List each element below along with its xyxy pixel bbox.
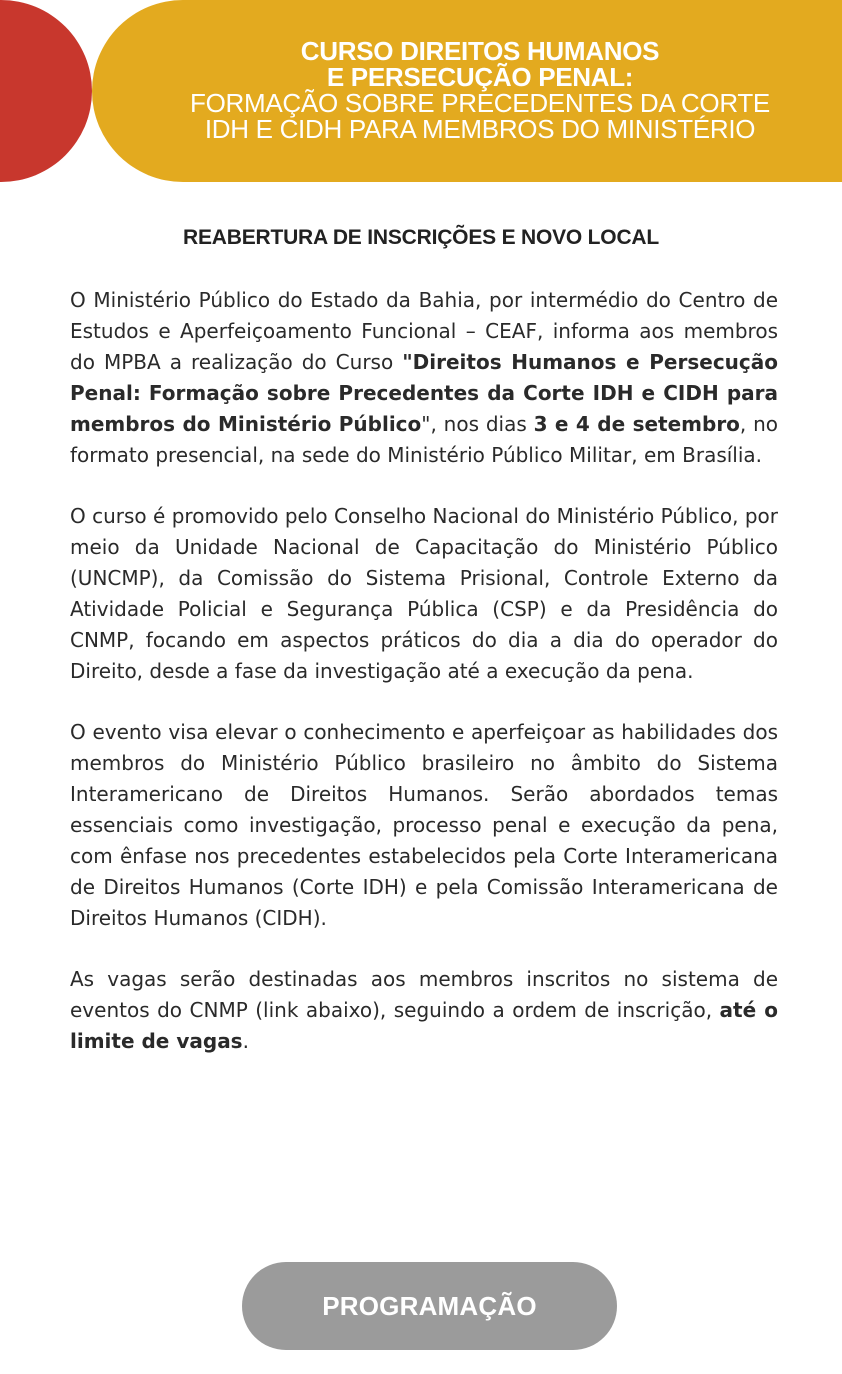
- programacao-button[interactable]: PROGRAMAÇÃO: [242, 1262, 617, 1350]
- paragraph-vacancies: [70, 964, 778, 1057]
- banner-title-block: [160, 38, 800, 142]
- decorative-red-circle: [0, 0, 92, 182]
- article-body: [70, 285, 778, 1087]
- paragraph-promotion: O curso é promovido pelo Conselho Nacional do Ministério Público, por meio da Unidade Nacional de Capacitação do Ministério Público (UNCMP), da Comissão do Sistema Prisional, Controle Externo da Atividade Policial e Segurança Pública (CSP) e da Presidência do CNMP, focando em aspectos práticos do dia a dia do operador do Direito, desde a fase da investigação até a execução da pena.: [70, 504, 778, 683]
- banner-subtitle-line-1: FORMAÇÃO SOBRE PRECEDENTES DA CORTE: [190, 88, 770, 118]
- paragraph-vacancies-text-a: As vagas serão destinadas aos membros inscritos no sistema de eventos do CNMP (link abaixo), seguindo a ordem de inscrição,: [70, 967, 778, 1022]
- paragraph-intro-text-c: ", nos dias: [421, 412, 534, 436]
- paragraph-intro: [70, 285, 778, 471]
- paragraph-vacancies-text-c: .: [242, 1029, 249, 1053]
- course-dates-bold: 3 e 4 de setembro: [533, 412, 740, 436]
- section-heading: REABERTURA DE INSCRIÇÕES E NOVO LOCAL: [182, 226, 660, 249]
- paragraph-objectives: O evento visa elevar o conhecimento e aperfeiçoar as habilidades dos membros do Ministério Público brasileiro no âmbito do Sistema Interamericano de Direitos Humanos. Serão abordados temas essenciais como investigação, processo penal e execução da pena, com ênfase nos precedentes estabelecidos pela Corte Interamericana de Direitos Humanos (Corte IDH) e pela Comissão Interamericana de Direitos Humanos (CIDH).: [70, 720, 778, 930]
- vacancy-limit-bold: até o limite de vagas: [70, 998, 778, 1053]
- banner-title-line-1: CURSO DIREITOS HUMANOS: [300, 36, 660, 66]
- course-title-bold: "Direitos Humanos e Persecução Penal: Formação sobre Precedentes da Corte IDH e CIDH para membros do Ministério Público: [70, 350, 778, 436]
- paragraph-intro-text-a: O Ministério Público do Estado da Bahia, por intermédio do Centro de Estudos e Aperfeiçoamento Funcional – CEAF, informa aos membros do MPBA a realização do Curso: [70, 288, 778, 374]
- banner-title-line-2: E PERSECUÇÃO PENAL:: [326, 62, 634, 92]
- banner-subtitle-line-2: IDH E CIDH PARA MEMBROS DO MINISTÉRIO: [204, 114, 756, 144]
- paragraph-intro-text-e: , no formato presencial, na sede do Ministério Público Militar, em Brasília.: [70, 412, 779, 467]
